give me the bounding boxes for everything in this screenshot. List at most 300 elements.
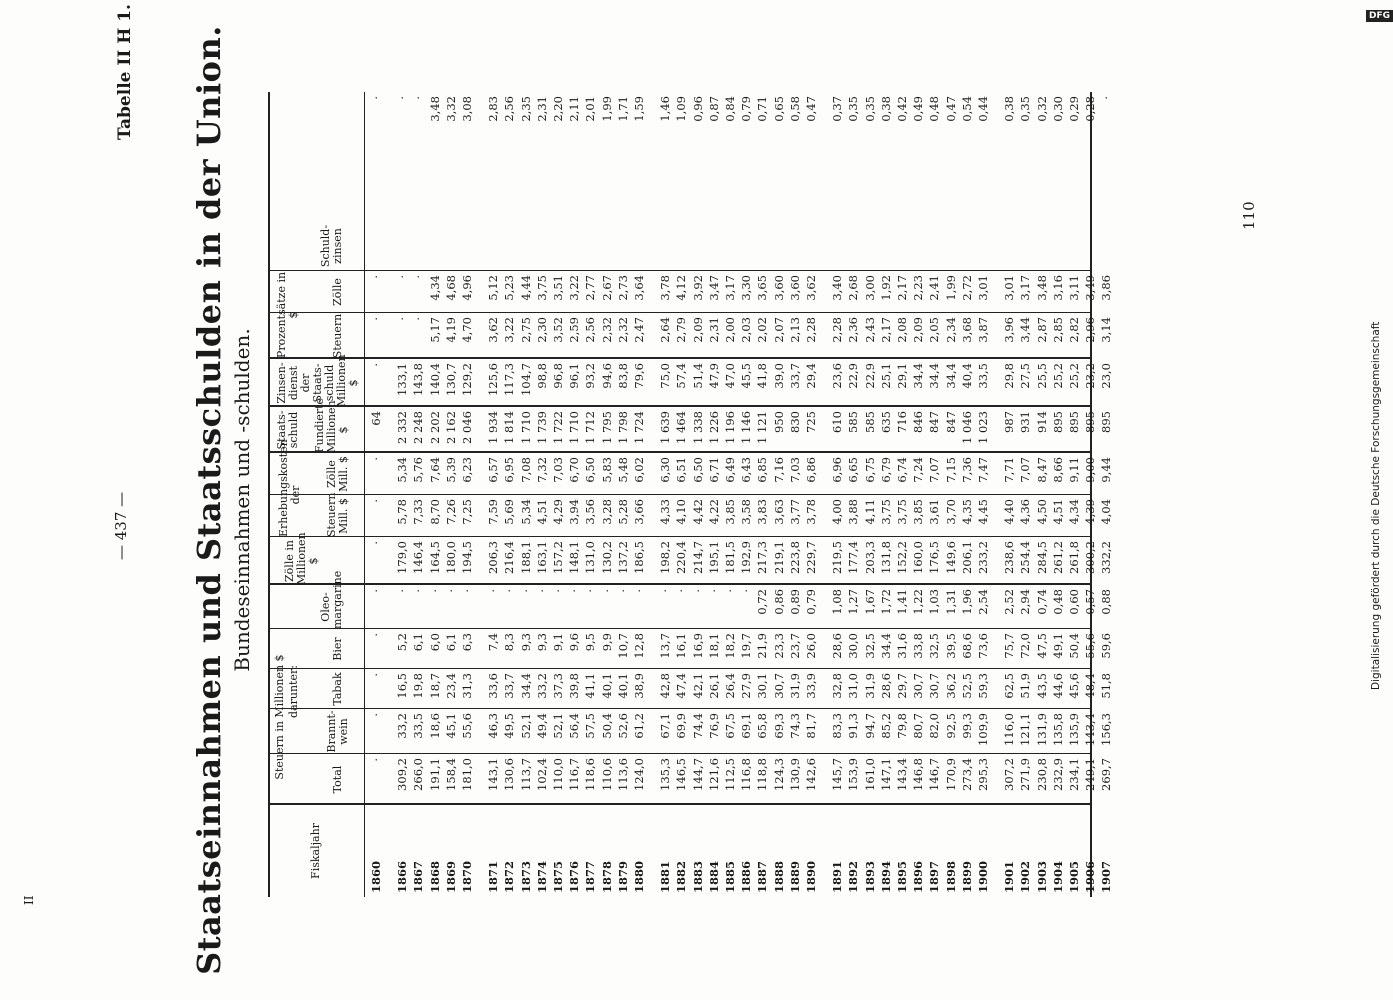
table-cell: 1,67: [862, 589, 877, 615]
table-cell: 2,28: [804, 317, 818, 343]
table-cell: 261,8: [1067, 541, 1081, 574]
table-cell: 1,41: [895, 589, 909, 615]
table-cell: 129,2: [460, 363, 474, 396]
table-cell: ·: [723, 589, 737, 593]
table-cell: 130,6: [502, 758, 517, 791]
table-cell: 45,6: [1067, 673, 1081, 699]
table-cell: 2,83: [486, 96, 501, 122]
table-cell: 22,9: [862, 363, 877, 389]
table-cell: 3,44: [1018, 317, 1033, 343]
table-cell: 38,9: [632, 673, 646, 699]
table-cell: 232,9: [1050, 758, 1065, 791]
table-cell: 146,8: [911, 758, 926, 791]
table-cell: 51,8: [1099, 673, 1114, 699]
table-cell: 5,34: [395, 457, 410, 483]
table-cell: 3,77: [787, 499, 802, 525]
table-cell: 2,56: [502, 96, 517, 122]
table-cell: 31,9: [787, 673, 802, 699]
table-cell: 1 226: [706, 411, 721, 444]
table-cell: 177,4: [846, 541, 861, 574]
table-cell: 3,28: [599, 499, 614, 525]
table-cell: 110,6: [599, 758, 614, 791]
table-cell: 4,50: [1034, 499, 1049, 525]
row-year: 1860: [369, 860, 383, 893]
table-cell: 16,5: [395, 673, 410, 699]
table-cell: 5,39: [443, 457, 458, 483]
table-cell: 1,96: [959, 589, 974, 615]
table-cell: 5,48: [615, 457, 630, 483]
column-rule: [270, 494, 1090, 495]
table-cell: 6,96: [830, 457, 845, 483]
table-cell: 6,50: [583, 457, 598, 483]
table-cell: 2,52: [1002, 589, 1017, 615]
table-cell: 249,1: [1083, 758, 1098, 791]
table-cell: 49,5: [502, 713, 517, 739]
table-cell: 2,32: [615, 317, 630, 343]
row-year: 1903: [1034, 860, 1049, 893]
row-year: 1878: [599, 860, 614, 893]
table-cell: 142,6: [804, 758, 818, 791]
table-cell: 0,47: [804, 96, 818, 122]
table-cell: 0,65: [771, 96, 786, 122]
header-taxes-group: Steuern in Millionen $: [273, 654, 286, 780]
table-cell: 96,1: [567, 363, 582, 389]
table-cell: 33,2: [534, 673, 549, 699]
row-year: 1877: [583, 860, 598, 893]
table-cell: 8,66: [1050, 457, 1065, 483]
table-cell: ·: [411, 96, 426, 100]
table-cell: 59,3: [976, 673, 990, 699]
table-cell: 220,4: [674, 541, 689, 574]
table-cell: 2,75: [518, 317, 533, 343]
row-year: 1892: [846, 860, 861, 893]
table-cell: 42,1: [690, 673, 705, 699]
section-marker: II: [22, 895, 36, 905]
table-cell: 18,7: [427, 673, 442, 699]
table-cell: 46,3: [486, 713, 501, 739]
table-cell: ·: [599, 589, 614, 593]
table-cell: 300,2: [1083, 541, 1098, 574]
table-cell: 6,74: [895, 457, 909, 483]
table-cell: 143,4: [895, 758, 909, 791]
table-cell: 0,42: [895, 96, 909, 122]
table-cell: 7,33: [411, 499, 426, 525]
table-cell: 1 338: [690, 411, 705, 444]
table-cell: 3,40: [830, 275, 845, 301]
table-cell: 6,71: [706, 457, 721, 483]
table-cell: 3,78: [658, 275, 673, 301]
table-cell: 194,5: [460, 541, 474, 574]
table-cell: 31,6: [895, 633, 909, 659]
table-cell: 0,35: [862, 96, 877, 122]
table-cell: 229,7: [804, 541, 818, 574]
table-cell: 94,6: [599, 363, 614, 389]
table-cell: 1,09: [674, 96, 689, 122]
table-cell: ·: [1099, 96, 1114, 100]
table-cell: 2,94: [1018, 589, 1033, 615]
table-cell: 3,49: [1083, 275, 1098, 301]
row-year: 1868: [427, 860, 442, 893]
table-cell: 188,1: [518, 541, 533, 574]
table-cell: 7,03: [551, 457, 565, 483]
table-cell: 5,28: [615, 499, 630, 525]
table-cell: 74,3: [787, 713, 802, 739]
table-cell: 6,43: [739, 457, 754, 483]
table-cell: 7,07: [1018, 457, 1033, 483]
table-cell: 3,17: [1018, 275, 1033, 301]
table-cell: ·: [674, 589, 689, 593]
table-cell: 72,0: [1018, 633, 1033, 659]
table-cell: 0,44: [976, 96, 990, 122]
table-cell: 181,0: [460, 758, 474, 791]
table-cell: 50,4: [599, 713, 614, 739]
header-pct-customs: Zölle: [331, 278, 344, 306]
table-cell: 4,34: [1067, 499, 1081, 525]
table-cell: 309,2: [395, 758, 410, 791]
table-cell: 31,0: [846, 673, 861, 699]
table-cell: 585: [846, 411, 861, 433]
table-cell: ·: [658, 589, 673, 593]
table-cell: 269,7: [1099, 758, 1114, 791]
table-cell: 2,23: [911, 275, 926, 301]
table-cell: 6,3: [460, 633, 474, 652]
column-rule: [270, 628, 1090, 629]
table-cell: 68,6: [959, 633, 974, 659]
table-cell: 3,85: [723, 499, 737, 525]
table-cell: ·: [369, 541, 383, 545]
row-year: 1880: [632, 860, 646, 893]
table-cell: 3,32: [443, 96, 458, 122]
table-cell: ·: [739, 589, 754, 593]
table-cell: 102,4: [534, 758, 549, 791]
table-cell: 0,60: [1067, 589, 1081, 615]
table-cell: ·: [395, 96, 410, 100]
table-cell: 131,8: [878, 541, 893, 574]
table-cell: 25,2: [1067, 363, 1081, 389]
row-year: 1904: [1050, 860, 1065, 893]
table-cell: 2,13: [787, 317, 802, 343]
data-table: [268, 92, 1114, 897]
table-cell: 206,1: [959, 541, 974, 574]
table-cell: 57,5: [583, 713, 598, 739]
table-cell: 0,48: [927, 96, 942, 122]
table-cell: 7,4: [486, 633, 501, 652]
table-cell: 23,6: [830, 363, 845, 389]
table-cell: 179,0: [395, 541, 410, 574]
table-cell: 161,0: [862, 758, 877, 791]
table-cell: 186,5: [632, 541, 646, 574]
table-cell: 0,30: [1050, 96, 1065, 122]
table-cell: ·: [583, 589, 598, 593]
table-cell: 109,9: [976, 713, 990, 746]
table-cell: 30,1: [755, 673, 770, 699]
table-cell: 206,3: [486, 541, 501, 574]
table-cell: 8,70: [427, 499, 442, 525]
table-cell: 9,3: [518, 633, 533, 652]
table-cell: 82,0: [927, 713, 942, 739]
row-year: 1870: [460, 860, 474, 893]
table-cell: 5,78: [395, 499, 410, 525]
table-cell: 3,14: [1099, 317, 1114, 343]
table-cell: 2,28: [830, 317, 845, 343]
table-cell: 4,42: [690, 499, 705, 525]
table-cell: 160,0: [911, 541, 926, 574]
row-year: 1875: [551, 860, 565, 893]
row-year: 1873: [518, 860, 533, 893]
table-cell: 2,79: [674, 317, 689, 343]
table-cell: 230,8: [1034, 758, 1049, 791]
table-cell: 2 202: [427, 411, 442, 444]
table-cell: 3,70: [943, 499, 958, 525]
table-cell: 9,5: [583, 633, 598, 652]
header-customs: Zölle in Millionen $: [283, 532, 320, 585]
table-cell: 9,00: [1083, 457, 1098, 483]
table-cell: 8,47: [1034, 457, 1049, 483]
table-cell: 0,74: [1034, 589, 1049, 615]
table-cell: 47,0: [723, 363, 737, 389]
table-cell: 1 121: [755, 411, 770, 444]
column-rule: [270, 536, 1090, 537]
column-rule: [270, 708, 1090, 709]
table-cell: 30,0: [846, 633, 861, 659]
table-cell: ·: [706, 589, 721, 593]
table-cell: 2,41: [927, 275, 942, 301]
table-cell: ·: [369, 457, 383, 461]
table-cell: 9,3: [534, 633, 549, 652]
table-cell: 148,1: [567, 541, 582, 574]
table-cell: 2,31: [534, 96, 549, 122]
table-cell: 3,75: [878, 499, 893, 525]
table-cell: 79,8: [895, 713, 909, 739]
table-cell: 1,72: [878, 589, 893, 615]
table-cell: 39,5: [943, 633, 958, 659]
header-collect-group: Erhebungskosten der: [277, 439, 302, 537]
table-cell: 144,7: [690, 758, 705, 791]
table-cell: 2,56: [583, 317, 598, 343]
table-cell: 2,34: [943, 317, 958, 343]
table-cell: 3,60: [771, 275, 786, 301]
row-year: 1881: [658, 860, 673, 893]
table-cell: 57,4: [674, 363, 689, 389]
table-cell: 4,19: [443, 317, 458, 343]
row-year: 1869: [443, 860, 458, 893]
header-taxes-total: Total: [331, 765, 344, 794]
column-rule: [270, 753, 1090, 754]
table-cell: 223,8: [787, 541, 802, 574]
table-cell: 29,1: [895, 363, 909, 389]
table-cell: 181,5: [723, 541, 737, 574]
table-cell: 4,04: [1099, 499, 1114, 525]
header-tobacco: Tabak: [331, 672, 344, 706]
row-year: 1882: [674, 860, 689, 893]
table-cell: 7,47: [976, 457, 990, 483]
table-cell: 0,71: [755, 96, 770, 122]
table-cell: 2,03: [739, 317, 754, 343]
table-cell: 16,9: [690, 633, 705, 659]
table-cell: 42,8: [658, 673, 673, 699]
table-cell: 2,07: [771, 317, 786, 343]
row-year: 1884: [706, 860, 721, 893]
table-cell: 3,60: [787, 275, 802, 301]
table-cell: 69,1: [739, 713, 754, 739]
table-cell: 26,1: [706, 673, 721, 699]
table-cell: ·: [369, 673, 383, 677]
table-cell: 0,29: [1067, 96, 1081, 122]
table-cell: 3,17: [723, 275, 737, 301]
row-year: 1901: [1002, 860, 1017, 893]
row-year: 1886: [739, 860, 754, 893]
table-cell: ·: [369, 589, 383, 593]
table-cell: 6,70: [567, 457, 582, 483]
table-cell: 0,57: [1083, 589, 1098, 615]
table-cell: 79,6: [632, 363, 646, 389]
row-year: 1896: [911, 860, 926, 893]
table-cell: 37,3: [551, 673, 565, 699]
table-cell: 950: [771, 411, 786, 433]
table-cell: 3,75: [895, 499, 909, 525]
table-cell: 725: [804, 411, 818, 433]
table-cell: 0,79: [804, 589, 818, 615]
table-cell: 116,0: [1002, 713, 1017, 746]
table-cell: 4,11: [862, 499, 877, 525]
row-year: 1874: [534, 860, 549, 893]
row-year: 1872: [502, 860, 517, 893]
table-cell: 152,2: [895, 541, 909, 574]
table-cell: 59,6: [1099, 633, 1114, 659]
table-cell: 2,68: [846, 275, 861, 301]
table-cell: 2 332: [395, 411, 410, 444]
table-cell: 3,00: [862, 275, 877, 301]
table-cell: 2,67: [599, 275, 614, 301]
table-cell: 3,62: [804, 275, 818, 301]
table-cell: 2,43: [862, 317, 877, 343]
table-cell: 76,9: [706, 713, 721, 739]
table-cell: 0,58: [787, 96, 802, 122]
table-cell: 34,4: [878, 633, 893, 659]
table-cell: 52,5: [959, 673, 974, 699]
table-cell: 2,20: [551, 96, 565, 122]
header-debt-funded: Fundierte Millionen $: [313, 397, 350, 453]
table-cell: 2,54: [976, 589, 990, 615]
row-year: 1898: [943, 860, 958, 893]
table-cell: 3,22: [567, 275, 582, 301]
table-cell: 214,7: [690, 541, 705, 574]
table-cell: 238,6: [1002, 541, 1017, 574]
table-cell: 1,31: [943, 589, 958, 615]
table-cell: 32,8: [830, 673, 845, 699]
table-cell: 51,9: [1018, 673, 1033, 699]
column-rule: [270, 583, 1090, 585]
table-cell: 9,6: [567, 633, 582, 652]
table-cell: 7,36: [959, 457, 974, 483]
column-rule: [270, 405, 1090, 407]
table-cell: 0,37: [830, 96, 845, 122]
table-cell: 146,4: [411, 541, 426, 574]
table-cell: 4,45: [976, 499, 990, 525]
credit-text: Digitalisierung gefördert durch die Deutsche Forschungsgemeinschaft: [1370, 321, 1382, 690]
table-cell: 3,52: [551, 317, 565, 343]
table-cell: 30,7: [927, 673, 942, 699]
table-cell: 585: [862, 411, 877, 433]
table-cell: 6,75: [862, 457, 877, 483]
page-title: Staatseinnahmen und Staatsschulden in der Union.: [190, 25, 228, 975]
table-cell: 33,8: [911, 633, 926, 659]
table-cell: 33,7: [787, 363, 802, 389]
table-cell: 33,2: [395, 713, 410, 739]
table-cell: 1,46: [658, 96, 673, 122]
table-cell: ·: [369, 96, 383, 100]
table-cell: 6,65: [846, 457, 861, 483]
table-cell: 69,3: [771, 713, 786, 739]
table-cell: 1,59: [632, 96, 646, 122]
table-cell: 29,8: [1002, 363, 1017, 389]
table-cell: 635: [878, 411, 893, 433]
table-cell: 1 710: [518, 411, 533, 444]
table-cell: 64: [369, 411, 383, 426]
table-cell: 3,68: [959, 317, 974, 343]
row-year: 1899: [959, 860, 974, 893]
table-cell: 16,1: [674, 633, 689, 659]
table-cell: ·: [632, 589, 646, 593]
header-pct-tax: Steuern: [331, 313, 344, 359]
table-cell: 3,85: [911, 499, 926, 525]
dfg-logo: DFG: [1366, 10, 1393, 22]
table-cell: 5,23: [502, 275, 517, 301]
row-year: 1887: [755, 860, 770, 893]
table-cell: 6,49: [723, 457, 737, 483]
table-cell: 26,0: [804, 633, 818, 659]
table-cell: 1 739: [534, 411, 549, 444]
table-cell: 27,9: [739, 673, 754, 699]
table-cell: 32,5: [862, 633, 877, 659]
table-cell: 40,4: [959, 363, 974, 389]
page-number-top: — 437 —: [112, 491, 130, 560]
table-cell: 6,86: [804, 457, 818, 483]
row-year: 1876: [567, 860, 582, 893]
row-year: 1891: [830, 860, 845, 893]
table-cell: 1 146: [739, 411, 754, 444]
table-cell: 3,64: [632, 275, 646, 301]
table-cell: 0,89: [787, 589, 802, 615]
table-cell: 4,12: [674, 275, 689, 301]
table-cell: 7,16: [771, 457, 786, 483]
table-cell: 34,4: [943, 363, 958, 389]
table-cell: 83,8: [615, 363, 630, 389]
table-cell: ·: [369, 317, 383, 321]
table-cell: ·: [486, 589, 501, 593]
row-year: 1907: [1099, 860, 1114, 893]
row-year: 1879: [615, 860, 630, 893]
table-cell: 3,88: [846, 499, 861, 525]
table-cell: 116,7: [567, 758, 582, 791]
row-year: 1871: [486, 860, 501, 893]
table-cell: 25,5: [1034, 363, 1049, 389]
table-cell: 2,72: [959, 275, 974, 301]
table-cell: 137,2: [615, 541, 630, 574]
table-cell: 0,35: [846, 96, 861, 122]
header-debt-group: Staats- schuld: [275, 410, 300, 450]
table-cell: ·: [690, 589, 705, 593]
table-cell: 233,2: [976, 541, 990, 574]
table-cell: 4,68: [443, 275, 458, 301]
table-cell: 716: [895, 411, 909, 433]
table-cell: 271,9: [1018, 758, 1033, 791]
table-cell: 307,2: [1002, 758, 1017, 791]
table-cell: 3,08: [460, 96, 474, 122]
table-cell: 1,71: [615, 96, 630, 122]
table-cell: 34,4: [927, 363, 942, 389]
table-cell: 45,5: [739, 363, 754, 389]
